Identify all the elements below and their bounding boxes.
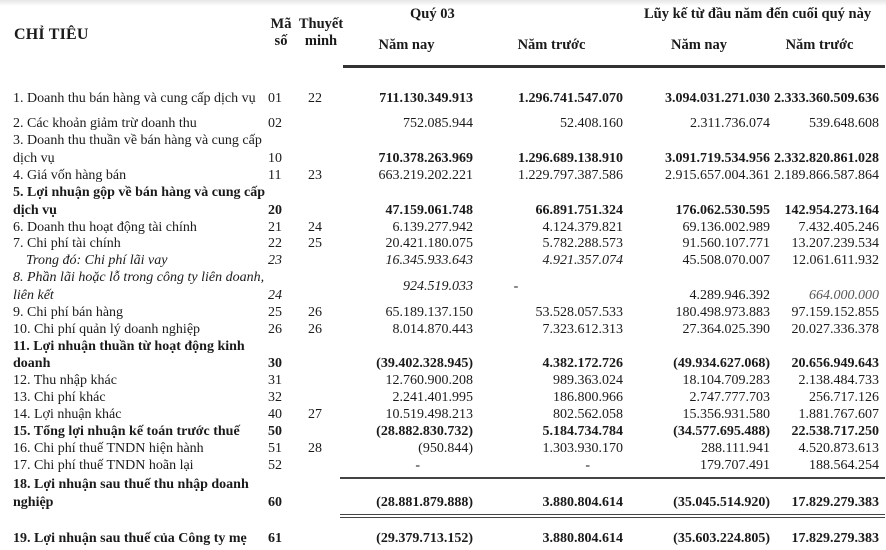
value-quarter-current: - xyxy=(415,458,420,473)
row-label-cont: liên kết xyxy=(13,288,54,303)
value-quarter-current: 924.519.033 xyxy=(403,279,473,294)
group-header-ytd: Lũy kế từ đầu năm đến cuối quý này xyxy=(644,6,872,22)
value-quarter-prior: - xyxy=(585,458,590,473)
value-ytd-prior: 256.717.126 xyxy=(809,390,879,405)
thuyet-minh-line2: minh xyxy=(304,33,338,49)
row-label: 13. Chi phí khác xyxy=(13,390,106,405)
row-note: 22 xyxy=(308,91,322,106)
value-quarter-prior: 3.880.804.614 xyxy=(542,495,623,510)
value-quarter-current: (28.881.879.888) xyxy=(376,495,473,510)
group-header-quarter: Quý 03 xyxy=(410,6,455,22)
value-quarter-prior: 1.303.930.170 xyxy=(542,441,623,456)
value-ytd-prior: 664.000.000 xyxy=(809,288,879,303)
value-quarter-current: 47.159.061.748 xyxy=(385,203,473,218)
row-code: 32 xyxy=(268,390,282,405)
value-ytd-prior: 2.333.360.509.636 xyxy=(774,91,879,106)
value-quarter-current: 6.139.277.942 xyxy=(392,220,473,235)
row-code: 11 xyxy=(268,168,282,183)
value-ytd-prior: 539.648.608 xyxy=(809,116,879,131)
value-quarter-prior: 53.528.057.533 xyxy=(535,305,623,320)
value-ytd-prior: 17.829.279.383 xyxy=(791,531,879,546)
ma-so-line2: số xyxy=(274,33,288,49)
value-quarter-current: 8.014.870.443 xyxy=(392,322,473,337)
value-ytd-prior: 4.520.873.613 xyxy=(798,441,879,456)
row-code: 61 xyxy=(268,531,282,546)
value-quarter-prior: 989.363.024 xyxy=(553,373,623,388)
table-row xyxy=(0,91,886,110)
value-ytd-current: 2.311.736.074 xyxy=(690,116,770,131)
value-ytd-prior: 20.656.949.643 xyxy=(791,356,879,371)
value-ytd-current: 179.707.491 xyxy=(700,458,770,473)
value-quarter-prior: - xyxy=(513,279,519,294)
row-label: 2. Các khoản giảm trừ doanh thu xyxy=(13,116,197,131)
row-label-cont: dịch vụ xyxy=(13,203,57,218)
value-quarter-current: 16.345.933.643 xyxy=(385,253,473,268)
row-label: 4. Giá vốn hàng bán xyxy=(13,168,127,183)
column-header-chi-tieu: CHỈ TIÊU xyxy=(14,26,89,43)
value-ytd-prior: 2.189.866.587.864 xyxy=(774,168,879,183)
value-quarter-prior: 802.562.058 xyxy=(553,407,623,422)
total-double-rule-top xyxy=(340,514,885,515)
row-label: Trong đó: Chi phí lãi vay xyxy=(26,253,168,268)
header-divider xyxy=(343,65,885,68)
value-quarter-current: (28.882.830.732) xyxy=(376,424,473,439)
value-ytd-prior: 17.829.279.383 xyxy=(791,495,879,510)
value-ytd-current: (34.577.695.488) xyxy=(673,424,770,439)
table-row xyxy=(0,458,886,477)
value-ytd-prior: 188.564.254 xyxy=(809,458,879,473)
row-label-cont: nghiệp xyxy=(13,495,54,510)
value-ytd-current: (49.934.627.068) xyxy=(673,356,770,371)
value-ytd-current: 3.094.031.271.030 xyxy=(665,91,770,106)
row-code: 20 xyxy=(268,203,282,218)
row-code: 50 xyxy=(268,424,282,439)
value-ytd-current: 15.356.931.580 xyxy=(682,407,770,422)
value-ytd-current: 2.915.657.004.361 xyxy=(665,168,770,183)
row-code: 24 xyxy=(268,288,282,303)
value-quarter-current: (29.379.713.152) xyxy=(376,531,473,546)
value-ytd-current: (35.045.514.920) xyxy=(673,495,770,510)
row-label: 16. Chi phí thuế TNDN hiện hành xyxy=(13,441,204,456)
value-quarter-prior: 4.921.357.074 xyxy=(542,253,623,268)
value-quarter-current: 2.241.401.995 xyxy=(392,390,473,405)
row-label: 9. Chi phí bán hàng xyxy=(13,305,124,320)
column-header-ytd-current: Năm nay xyxy=(671,37,727,53)
row-code: 01 xyxy=(268,91,282,106)
value-ytd-current: 180.498.973.883 xyxy=(675,305,770,320)
row-code: 30 xyxy=(268,356,282,371)
value-ytd-current: 27.364.025.390 xyxy=(682,322,770,337)
row-label: 8. Phần lãi hoặc lỗ trong công ty liên doanh, xyxy=(13,270,265,285)
column-header-quarter-prior: Năm trước xyxy=(517,37,586,53)
column-header-thuyet-minh xyxy=(298,16,344,50)
value-quarter-prior: 52.408.160 xyxy=(560,116,623,131)
row-label: 12. Thu nhập khác xyxy=(13,373,117,388)
row-code: 51 xyxy=(268,441,282,456)
value-quarter-current: 710.378.263.969 xyxy=(378,151,473,166)
value-ytd-current: 3.091.719.534.956 xyxy=(665,151,770,166)
value-ytd-current: 18.104.709.283 xyxy=(682,373,770,388)
row-code: 10 xyxy=(268,151,282,166)
value-quarter-prior: 186.800.966 xyxy=(553,390,623,405)
value-quarter-prior: 7.323.612.313 xyxy=(542,322,623,337)
row-label: 10. Chi phí quản lý doanh nghiệp xyxy=(13,322,201,337)
row-code: 31 xyxy=(268,373,282,388)
table-row-label-line1 xyxy=(0,477,886,496)
row-code: 52 xyxy=(268,458,282,473)
row-label: 11. Lợi nhuận thuần từ hoạt động kinh xyxy=(13,339,245,354)
column-header-ytd-prior: Năm trước xyxy=(785,37,854,53)
value-ytd-prior: 7.432.405.246 xyxy=(798,220,879,235)
table-row-label-line1 xyxy=(0,133,886,152)
row-label-cont: dịch vụ xyxy=(13,151,55,166)
value-quarter-current: 12.760.900.208 xyxy=(385,373,473,388)
row-note: 23 xyxy=(308,168,322,183)
value-ytd-prior: 13.207.239.534 xyxy=(791,236,879,251)
row-note: 26 xyxy=(308,322,322,337)
row-code: 26 xyxy=(268,322,282,337)
value-ytd-current: (35.603.224.805) xyxy=(673,531,770,546)
value-quarter-prior: 1.296.689.138.910 xyxy=(518,151,623,166)
row-label: 19. Lợi nhuận sau thuế của Công ty mẹ xyxy=(13,531,247,546)
thuyet-minh-line1: Thuyết xyxy=(298,16,344,32)
value-quarter-prior: 4.382.172.726 xyxy=(542,356,623,371)
value-quarter-prior: 5.782.288.573 xyxy=(542,236,623,251)
table-row-label-line1 xyxy=(0,185,886,204)
value-quarter-current: 663.219.202.221 xyxy=(378,168,473,183)
value-ytd-prior: 1.881.767.607 xyxy=(798,407,879,422)
row-label: 17. Chi phí thuế TNDN hoãn lại xyxy=(13,458,194,473)
row-code: 23 xyxy=(268,253,282,268)
row-code: 25 xyxy=(268,305,282,320)
row-code: 40 xyxy=(268,407,282,422)
value-quarter-current: 752.085.944 xyxy=(403,116,473,131)
value-ytd-current: 176.062.530.595 xyxy=(675,203,770,218)
row-label: 1. Doanh thu bán hàng và cung cấp dịch vụ xyxy=(13,91,256,106)
value-quarter-current: 65.189.137.150 xyxy=(385,305,473,320)
value-quarter-current: 10.519.498.213 xyxy=(385,407,473,422)
row-label: 7. Chi phí tài chính xyxy=(13,236,121,251)
row-code: 02 xyxy=(268,116,282,131)
total-double-rule-bottom xyxy=(340,517,885,518)
value-ytd-current: 288.111.941 xyxy=(701,441,770,456)
row-label: 6. Doanh thu hoạt động tài chính xyxy=(13,220,197,235)
value-quarter-current: 711.130.349.913 xyxy=(379,91,473,106)
row-label: 18. Lợi nhuận sau thuế thu nhập doanh xyxy=(13,477,249,492)
value-quarter-current: 20.421.180.075 xyxy=(385,236,473,251)
row-code: 21 xyxy=(268,220,282,235)
ma-so-line1: Mã xyxy=(270,16,292,32)
value-quarter-prior: 1.229.797.387.586 xyxy=(518,168,623,183)
row-label: 3. Doanh thu thuần về bán hàng và cung cấp xyxy=(13,133,262,148)
row-label-cont: doanh xyxy=(13,356,51,371)
row-label: 14. Lợi nhuận khác xyxy=(13,407,122,422)
row-code: 60 xyxy=(268,495,282,510)
value-ytd-current: 69.136.002.989 xyxy=(682,220,770,235)
value-quarter-current: (39.402.328.945) xyxy=(376,356,473,371)
value-ytd-current: 91.560.107.771 xyxy=(682,236,770,251)
value-ytd-prior: 97.159.152.855 xyxy=(791,305,879,320)
value-quarter-prior: 3.880.804.614 xyxy=(542,531,623,546)
table-row xyxy=(0,495,886,514)
value-ytd-prior: 22.538.717.250 xyxy=(791,424,879,439)
value-quarter-prior: 66.891.751.324 xyxy=(535,203,623,218)
value-quarter-current: (950.844) xyxy=(418,441,473,456)
value-ytd-prior: 2.332.820.861.028 xyxy=(774,151,879,166)
column-header-ma-so xyxy=(268,16,294,50)
column-header-quarter-current: Năm nay xyxy=(378,37,435,53)
value-ytd-prior: 12.061.611.932 xyxy=(792,253,879,268)
value-quarter-prior: 1.296.741.547.070 xyxy=(518,91,623,106)
row-code: 22 xyxy=(268,236,282,251)
value-ytd-current: 2.747.777.703 xyxy=(689,390,770,405)
row-note: 24 xyxy=(308,220,322,235)
value-ytd-prior: 20.027.336.378 xyxy=(791,322,879,337)
row-note: 26 xyxy=(308,305,322,320)
value-ytd-current: 4.289.946.392 xyxy=(689,288,770,303)
value-quarter-prior: 4.124.379.821 xyxy=(542,220,623,235)
row-label: 5. Lợi nhuận gộp về bán hàng và cung cấp xyxy=(13,185,266,200)
value-ytd-prior: 2.138.484.733 xyxy=(798,373,879,388)
value-ytd-current: 45.508.070.007 xyxy=(682,253,770,268)
value-quarter-prior: 5.184.734.784 xyxy=(542,424,623,439)
row-note: 27 xyxy=(308,407,322,422)
value-ytd-prior: 142.954.273.164 xyxy=(784,203,879,218)
table-row xyxy=(0,531,886,550)
row-note: 25 xyxy=(308,236,322,251)
row-label: 15. Tổng lợi nhuận kế toán trước thuế xyxy=(13,424,240,439)
row-note: 28 xyxy=(308,441,322,456)
